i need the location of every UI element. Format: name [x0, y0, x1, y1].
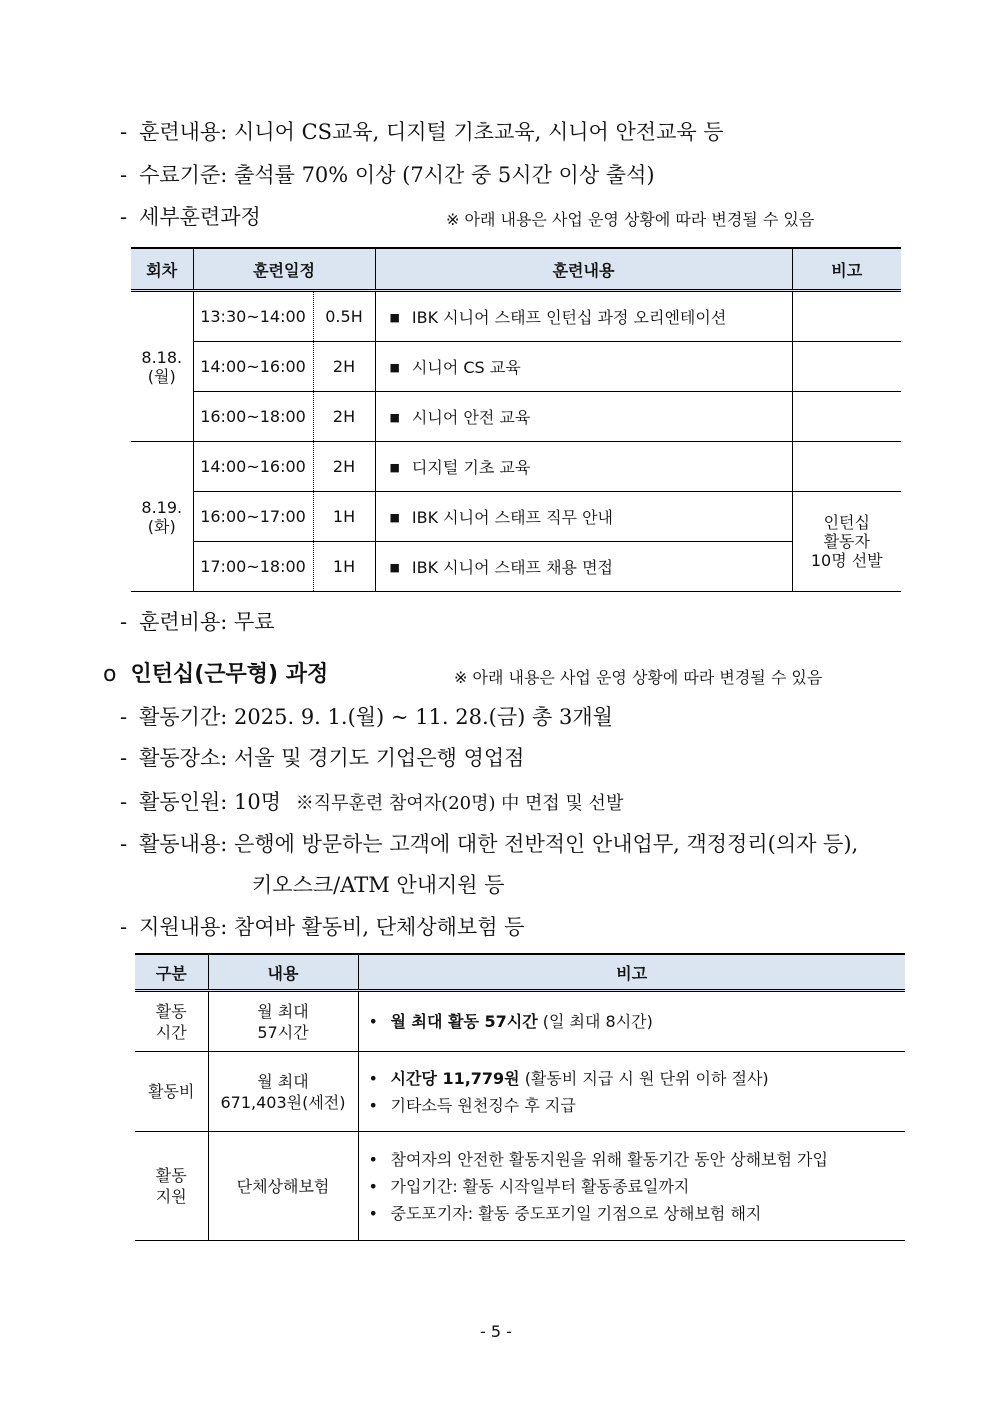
hours-cell: 2H — [313, 392, 375, 442]
remark-cell — [358, 1052, 905, 1132]
table-row — [131, 492, 901, 542]
cell-line: 활동 — [155, 1166, 187, 1185]
label: 활동내용: — [139, 832, 228, 856]
header-round: 회차 — [131, 248, 193, 291]
remark-cell — [792, 442, 901, 492]
table-row — [135, 991, 905, 1052]
table-row — [131, 342, 901, 392]
day-cell — [131, 442, 193, 592]
place-line: - 활동장소: 서울 및 경기도 기업은행 영업점 — [120, 746, 525, 770]
content-text: ■ IBK 시니어 스태프 채용 면접 — [390, 558, 614, 577]
content-cell — [375, 291, 792, 342]
remark-text: 가입기간: 활동 시작일부터 활동종료일까지 — [390, 1176, 690, 1196]
cell-line: 57시간 — [257, 1022, 309, 1042]
time-cell: 17:00~18:00 — [193, 542, 313, 592]
cell-line: 단체상해보험 — [236, 1176, 330, 1196]
remark-text: (활동비 지급 시 원 단위 이하 절사) — [519, 1068, 769, 1088]
value: 시니어 CS교육, 디지털 기초교육, 시니어 안전교육 등 — [234, 120, 724, 144]
section-heading — [103, 657, 328, 688]
label: 훈련비용: — [139, 610, 228, 634]
page-number: - 5 - — [480, 1322, 512, 1341]
remark-item — [369, 1011, 906, 1032]
training-content-line: - 훈련내용: 시니어 CS교육, 디지털 기초교육, 시니어 안전교육 등 — [120, 120, 724, 144]
label: 세부훈련과정 — [139, 205, 261, 229]
value: 출석률 70% 이상 (7시간 중 5시간 이상 출석) — [234, 163, 655, 187]
value: 참여바 활동비, 단체상해보험 등 — [234, 915, 525, 939]
content-text: ■ 시니어 CS 교육 — [390, 358, 521, 377]
category-cell — [135, 1132, 208, 1241]
remark-text: 기타소득 원천징수 후 지급 — [390, 1095, 576, 1115]
remark-line: 10명 선발 — [810, 551, 883, 570]
training-cost-line: - 훈련비용: 무료 — [120, 610, 275, 634]
header-remark: 비고 — [792, 248, 901, 291]
remark-cell — [792, 291, 901, 342]
table-row — [131, 392, 901, 442]
remark-item — [369, 1203, 906, 1224]
work-line: - 활동내용: 은행에 방문하는 고객에 대한 전반적인 안내업무, 객정정리(의자 등), — [120, 832, 859, 856]
header-category: 구분 — [135, 954, 208, 991]
change-notice: ※ 아래 내용은 사업 운영 상황에 따라 변경될 수 있음 — [446, 210, 815, 229]
cell-line: 월 최대 — [257, 1071, 309, 1091]
remark-cell — [792, 392, 901, 442]
remark-cell — [358, 1132, 905, 1241]
remark-cell — [792, 492, 901, 592]
time-cell: 16:00~17:00 — [193, 492, 313, 542]
day-weekday: (화) — [147, 516, 176, 536]
heading-title: 인턴십(근무형) 과정 — [130, 662, 329, 687]
content-text: ■ IBK 시니어 스태프 직무 안내 — [390, 508, 614, 527]
header-remark: 비고 — [358, 954, 905, 991]
value: 10명 — [234, 790, 282, 814]
completion-criteria-line: - 수료기준: 출석률 70% 이상 (7시간 중 5시간 이상 출석) — [120, 163, 655, 187]
header-content: 훈련내용 — [375, 248, 792, 291]
hours-cell: 1H — [313, 542, 375, 592]
remark-item — [369, 1068, 906, 1089]
training-schedule-table — [131, 247, 901, 592]
cell-line: 월 최대 — [257, 1001, 309, 1021]
content-text: ■ IBK 시니어 스태프 인턴십 과정 오리엔테이션 — [390, 308, 727, 327]
people-sub: ※직무훈련 참여자(20명) 中 면접 및 선발 — [295, 793, 624, 814]
category-cell — [135, 991, 208, 1052]
remark-line: 인턴십 — [823, 513, 870, 532]
hours-cell: 2H — [313, 342, 375, 392]
header-content: 내용 — [208, 954, 358, 991]
day-date: 8.19. — [141, 497, 183, 517]
hours-cell: 2H — [313, 442, 375, 492]
hours-cell: 0.5H — [313, 291, 375, 342]
table-row — [135, 1132, 905, 1241]
cell-line: 활동 — [155, 1001, 187, 1021]
period-line: - 활동기간: 2025. 9. 1.(월) ~ 11. 28.(금) 총 3개월 — [120, 705, 613, 729]
table-header-row — [131, 248, 901, 291]
label: 활동장소: — [139, 746, 228, 770]
remark-item — [369, 1149, 906, 1170]
remark-item — [369, 1095, 906, 1116]
heading-bullet: o — [103, 662, 117, 687]
support-line: - 지원내용: 참여바 활동비, 단체상해보험 등 — [120, 915, 525, 939]
content-cell — [375, 492, 792, 542]
category-cell — [135, 1052, 208, 1132]
day-cell — [131, 291, 193, 442]
label: 지원내용: — [139, 915, 228, 939]
content-cell — [375, 442, 792, 492]
content-cell — [375, 342, 792, 392]
cell-line: 활동비 — [148, 1082, 195, 1101]
remark-cell — [358, 991, 905, 1052]
cell-line: 지원 — [155, 1187, 187, 1206]
content-cell — [208, 991, 358, 1052]
label: 활동기간: — [139, 705, 228, 729]
remark-text: 참여자의 안전한 활동지원을 위해 활동기간 동안 상해보험 가입 — [390, 1149, 828, 1169]
time-cell: 14:00~16:00 — [193, 342, 313, 392]
table-row — [131, 542, 901, 592]
content-cell — [208, 1132, 358, 1241]
cell-line: 671,403원(세전) — [220, 1092, 346, 1112]
label: 훈련내용: — [139, 120, 228, 144]
remark-bold: 시간당 11,779원 — [390, 1068, 520, 1088]
table-header-row — [135, 954, 905, 991]
cell-line: 시간 — [155, 1022, 187, 1042]
label: 활동인원: — [139, 790, 228, 814]
time-cell: 14:00~16:00 — [193, 442, 313, 492]
content-cell — [208, 1052, 358, 1132]
work-line-cont: 키오스크/ATM 안내지원 등 — [252, 873, 505, 897]
value: 2025. 9. 1.(월) ~ 11. 28.(금) 총 3개월 — [234, 705, 613, 729]
remark-text: (일 최대 8시간) — [537, 1012, 653, 1031]
day-weekday: (월) — [147, 366, 176, 386]
table-row — [131, 291, 901, 342]
header-schedule: 훈련일정 — [193, 248, 375, 291]
content-text: ■ 시니어 안전 교육 — [390, 408, 531, 427]
label: 수료기준: — [139, 163, 228, 187]
remark-item — [369, 1176, 906, 1197]
day-date: 8.18. — [141, 347, 183, 367]
remark-line: 활동자 — [823, 532, 870, 551]
remark-bold: 월 최대 활동 57시간 — [390, 1012, 538, 1031]
content-cell — [375, 542, 792, 592]
table-row — [135, 1052, 905, 1132]
remark-cell — [792, 342, 901, 392]
table-row — [131, 442, 901, 492]
time-cell: 16:00~18:00 — [193, 392, 313, 442]
hours-cell: 1H — [313, 492, 375, 542]
detailed-course-line: - 세부훈련과정 — [120, 205, 261, 229]
activity-table — [135, 953, 905, 1241]
content-text: ■ 디지털 기초 교육 — [390, 458, 531, 477]
people-line: - 활동인원: 10명 ※직무훈련 참여자(20명) 中 면접 및 선발 — [120, 790, 624, 814]
value: 무료 — [234, 610, 275, 634]
value: 서울 및 경기도 기업은행 영업점 — [234, 746, 525, 770]
content-cell — [375, 392, 792, 442]
change-notice: ※ 아래 내용은 사업 운영 상황에 따라 변경될 수 있음 — [454, 668, 823, 687]
value: 은행에 방문하는 고객에 대한 전반적인 안내업무, 객정정리(의자 등), — [234, 832, 859, 856]
time-cell: 13:30~14:00 — [193, 291, 313, 342]
remark-text: 중도포기자: 활동 중도포기일 기점으로 상해보험 해지 — [390, 1203, 762, 1223]
